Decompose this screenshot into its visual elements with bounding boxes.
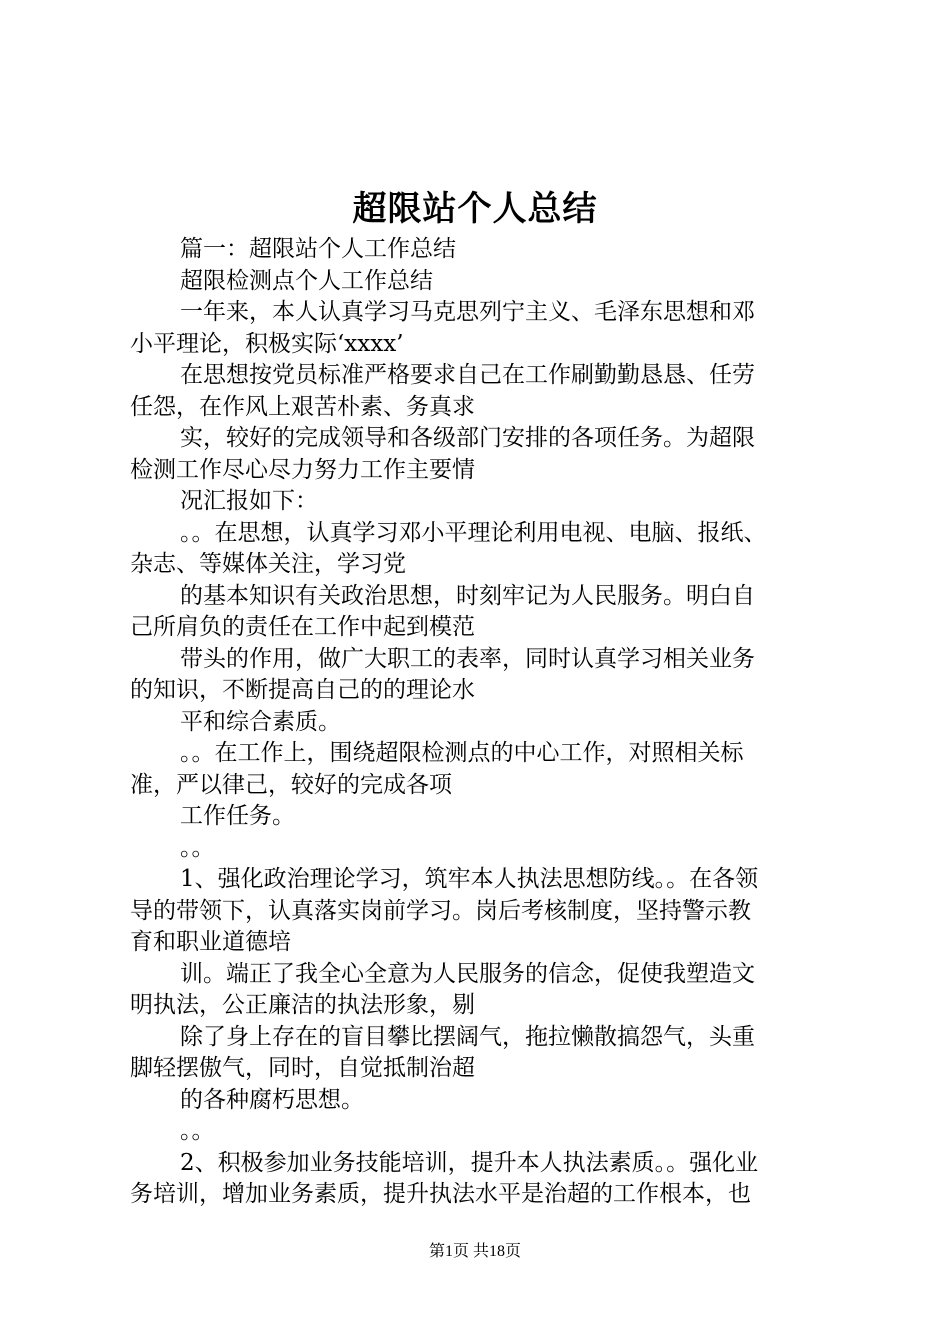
text-line: 工作任务。 xyxy=(180,803,295,829)
text-line: 2、积极参加业务技能培训，提升本人执法素质。。强化业 xyxy=(180,1149,759,1176)
document-body xyxy=(130,234,830,1211)
text-line: 1、强化政治理论学习，筑牢本人执法思想防线。。在各领 xyxy=(180,866,759,892)
text-line: 己所肩负的责任在工作中起到模范 xyxy=(130,614,475,640)
text-line: 况汇报如下： xyxy=(180,488,318,514)
text-line: 的各种腐朽思想。 xyxy=(180,1086,364,1113)
text-line: 检测工作尽心尽力努力工作主要情 xyxy=(130,456,475,483)
text-line: 篇一：超限站个人工作总结 xyxy=(180,236,456,262)
text-line: 的基本知识有关政治思想，时刻牢记为人民服务。明白自 xyxy=(180,582,755,609)
text-line: 在思想按党员标准严格要求自己在工作刷勤勤恳恳、任劳 xyxy=(180,362,755,388)
document-title: 超限站个人总结 xyxy=(352,189,598,229)
text-line: 准，严以律己，较好的完成各项 xyxy=(130,771,452,798)
text-line: 一年来，本人认真学习马克思列宁主义、毛泽东思想和邓 xyxy=(180,299,755,325)
text-line: 。。在工作上，围绕超限检测点的中心工作，对照相关标 xyxy=(180,740,744,766)
text-line: 务培训，增加业务素质，提升执法水平是治超的工作根本，也 xyxy=(130,1181,751,1207)
text-line: 带头的作用，做广大职工的表率，同时认真学习相关业务 xyxy=(180,645,755,672)
text-line: 明执法，公正廉洁的执法形象，剔 xyxy=(130,992,475,1018)
text-line: 超限检测点个人工作总结 xyxy=(180,267,433,294)
text-line: 。。 xyxy=(180,834,215,861)
text-line: 。。在思想，认真学习邓小平理论利用电视、电脑、报纸、 xyxy=(180,519,767,546)
text-line: 实，较好的完成领导和各级部门安排的各项任务。为超限 xyxy=(180,425,755,451)
text-line: 除了身上存在的盲目攀比摆阔气，拖拉懒散搞怨气，头重 xyxy=(180,1023,755,1050)
text-line: 小平理论，积极实际‘xxxx’ xyxy=(130,330,404,357)
text-line: 杂志、等媒体关注，学习党 xyxy=(130,551,406,577)
text-line: 育和职业道德培 xyxy=(130,929,291,955)
text-line: 导的带领下，认真落实岗前学习。岗后考核制度，坚持警示教 xyxy=(130,897,751,924)
text-line: 任怨，在作风上艰苦朴素、务真求 xyxy=(130,393,475,420)
text-line: 。。 xyxy=(180,1118,215,1144)
text-line: 平和综合素质。 xyxy=(180,708,341,735)
text-line: 的知识，不断提高自己的的理论水 xyxy=(130,677,475,703)
page-number-footer: 第1页 共18页 xyxy=(428,1243,521,1260)
text-line: 训。端正了我全心全意为人民服务的信念，促使我塑造文 xyxy=(180,960,755,987)
text-line: 脚轻摆傲气，同时，自觉抵制治超 xyxy=(130,1055,475,1081)
